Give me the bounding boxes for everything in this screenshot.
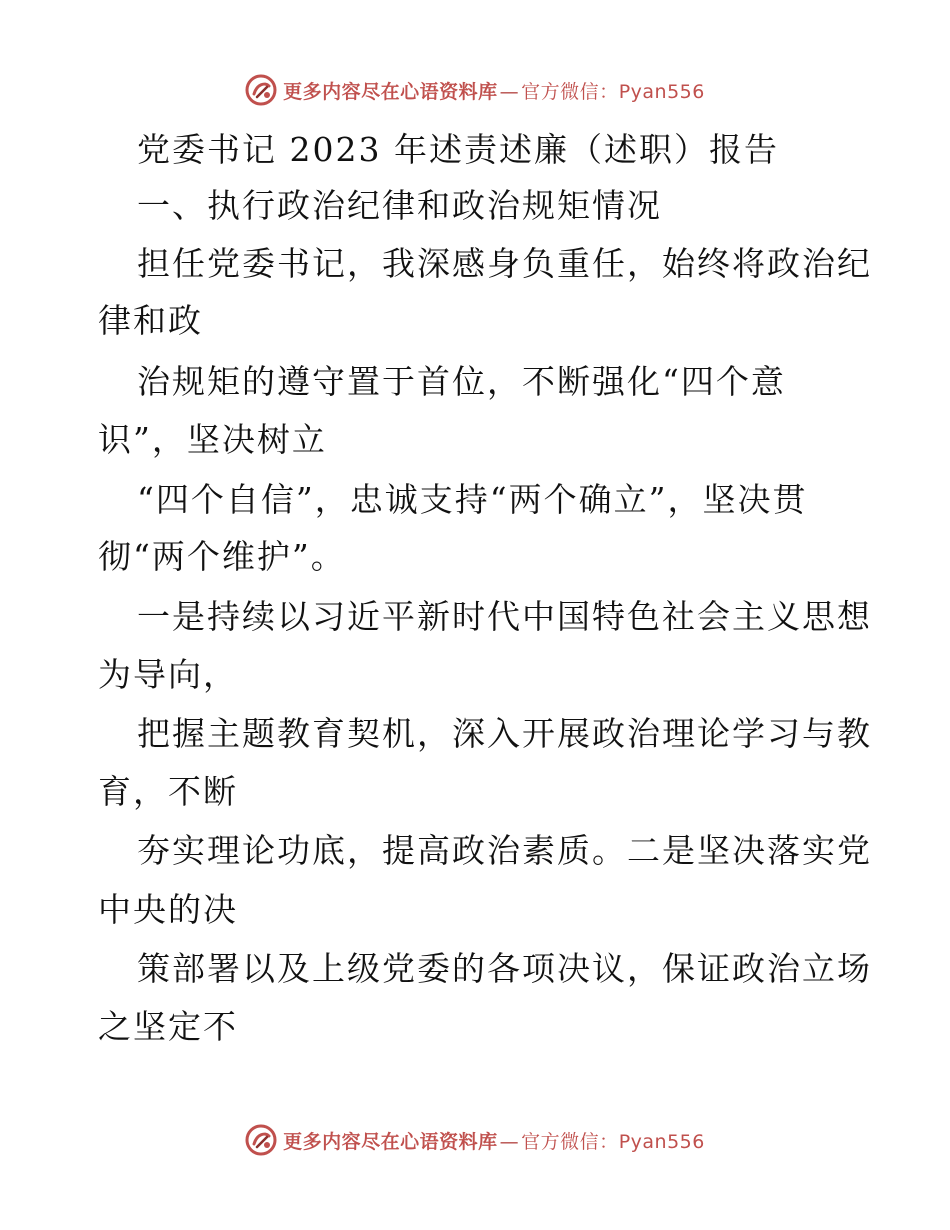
paragraph-line: 识”，坚决树立 — [98, 420, 327, 459]
document-title: 党委书记 2023 年述责述廉（述职）报告 — [137, 130, 779, 169]
footer-watermark-banner — [0, 1120, 950, 1160]
watermark-wechat-label: 官方微信： — [521, 80, 619, 103]
watermark-brand: 更多内容尽在心语资料库 — [283, 80, 498, 103]
paragraph-line: 夯实理论功底，提高政治素质。二是坚决落实党 — [137, 831, 872, 870]
watermark-separator: — — [499, 1130, 520, 1153]
paragraph-line: 育，不断 — [98, 772, 238, 811]
watermark-separator: — — [499, 80, 520, 103]
paragraph-line: 为导向， — [98, 655, 238, 694]
header-watermark-banner — [0, 70, 950, 110]
library-logo-icon — [245, 74, 277, 106]
paragraph-line: 治规矩的遵守置于首位，不断强化“四个意 — [137, 362, 786, 401]
paragraph-line: 把握主题教育契机，深入开展政治理论学习与教 — [137, 714, 872, 753]
paragraph-line: “四个自信”，忠诚支持“两个确立”，坚决贯 — [137, 480, 808, 519]
paragraph-line: 一是持续以习近平新时代中国特色社会主义思想 — [137, 597, 872, 636]
paragraph-line: 中央的决 — [98, 890, 238, 929]
watermark-brand: 更多内容尽在心语资料库 — [283, 1130, 498, 1153]
watermark-wechat-id: Pyan556 — [618, 80, 705, 103]
paragraph-line: 彻“两个维护”。 — [98, 537, 346, 576]
library-logo-icon — [245, 1124, 277, 1156]
paragraph-line: 之坚定不 — [98, 1007, 238, 1046]
paragraph-line: 策部署以及上级党委的各项决议，保证政治立场 — [137, 949, 872, 988]
watermark-wechat-label: 官方微信： — [521, 1130, 619, 1153]
watermark-wechat-id: Pyan556 — [618, 1130, 705, 1153]
watermark-text — [283, 77, 705, 104]
paragraph-line: 律和政 — [98, 301, 203, 340]
section-heading: 一、执行政治纪律和政治规矩情况 — [137, 186, 662, 225]
watermark-text — [283, 1127, 705, 1154]
paragraph-line: 担任党委书记，我深感身负重任，始终将政治纪 — [137, 244, 872, 283]
